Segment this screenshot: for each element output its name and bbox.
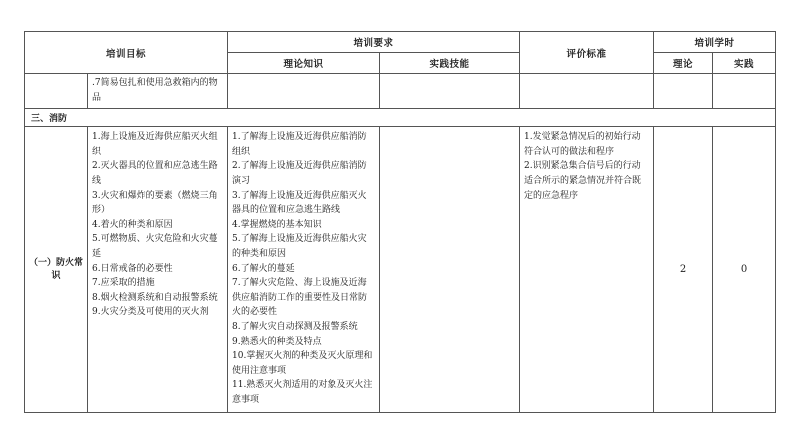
goal-item: 7.应采取的措施 — [92, 278, 155, 289]
header-hours: 培训学时 — [654, 32, 776, 53]
evaluation-cell — [520, 127, 654, 413]
theory-item: 9.熟悉火的种类及特点 — [232, 336, 322, 347]
goal-item: 3.火灾和爆炸的要素（燃烧三角形） — [92, 190, 218, 216]
theory-item: 1.了解海上设施及近海供应船消防组织 — [232, 132, 367, 157]
prev-topic-cell — [25, 74, 88, 109]
practical-cell — [380, 127, 520, 413]
topic-fire-common-sense: （一）防火常识 — [25, 127, 88, 413]
section-row — [25, 109, 776, 127]
evaluation-item: 1.发觉紧急情况后的初始行动符合认可的做法和程序 — [524, 132, 641, 157]
theory-item: 6.了解火的蔓延 — [232, 263, 295, 274]
theory-item: 2.了解海上设施及近海供应船消防演习 — [232, 161, 367, 186]
goal-item: 5.可燃物质、火灾危险和火灾蔓延 — [92, 234, 218, 259]
goal-item: 1.海上设施及近海供应船灭火组织 — [92, 132, 218, 157]
evaluation-item: 2.识别紧急集合信号后的行动适合所示的紧急情况并符合既定的应急程序 — [524, 161, 642, 201]
goal-item: 8.烟火检测系统和自动报警系统 — [92, 292, 218, 303]
prev-goal-text: .7简易包扎和使用急救箱内的物品 — [88, 74, 228, 109]
theory-item: 3.了解海上设施及近海供应船灭火器具的位置和应急逃生路线 — [232, 190, 367, 216]
theory-item: 8.了解火灾自动探测及报警系统 — [232, 321, 358, 332]
goals-cell — [88, 127, 228, 413]
prev-theory-hours-cell — [654, 74, 713, 109]
prev-practical-cell — [380, 74, 520, 109]
practical-hours-value: 0 — [713, 127, 776, 413]
theory-item: 11.熟悉灭火剂适用的对象及灭火注意事项 — [232, 380, 373, 405]
theory-item: 7.了解火灾危险、海上设施及近海供应船消防工作的重要性及日常防火的必要性 — [232, 278, 368, 318]
header-practical-hours: 实践 — [713, 53, 776, 74]
header-theory-knowledge: 理论知识 — [228, 53, 380, 74]
theory-hours-value: 2 — [654, 127, 713, 413]
training-table — [24, 31, 776, 413]
prev-theory-cell — [228, 74, 380, 109]
theory-item: 5.了解海上设施及近海供应船火灾的种类和原因 — [232, 234, 367, 259]
table-row — [25, 127, 776, 413]
prev-evaluation-cell — [520, 74, 654, 109]
header-requirements: 培训要求 — [228, 32, 520, 53]
goal-item: 2.灭火器具的位置和应急逃生路线 — [92, 161, 218, 186]
header-evaluation: 评价标准 — [520, 32, 654, 74]
theory-cell — [228, 127, 380, 413]
header-theory-hours: 理论 — [654, 53, 713, 74]
header-practical-skills: 实践技能 — [380, 53, 520, 74]
prev-practical-hours-cell — [713, 74, 776, 109]
theory-item: 10.掌握灭火剂的种类及灭火原理和使用注意事项 — [232, 351, 373, 376]
table-row — [25, 74, 776, 109]
goal-item: 9.火灾分类及可使用的灭火剂 — [92, 307, 209, 318]
goal-item: 4.着火的种类和原因 — [92, 219, 173, 230]
theory-item: 4.掌握燃烧的基本知识 — [232, 219, 322, 230]
section-title: 三、消防 — [25, 109, 776, 127]
goal-item: 6.日常戒备的必要性 — [92, 263, 173, 274]
header-goal: 培训目标 — [25, 32, 228, 74]
